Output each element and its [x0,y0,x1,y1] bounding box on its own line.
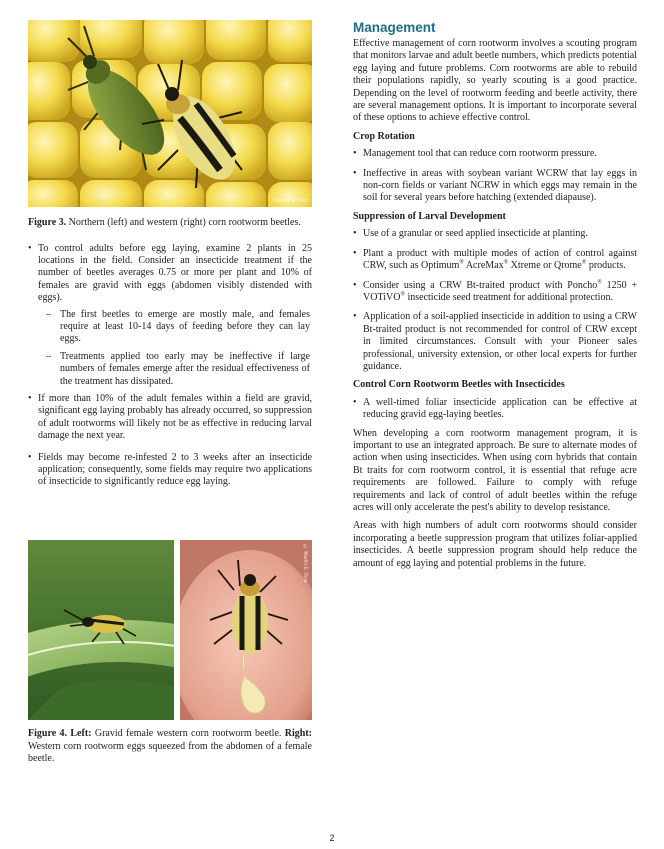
right-column [353,20,637,570]
list-item: – The first beetles to emerge are mostly male, and females require at least 10-14 days of feeding before they can lay eggs. [38,309,312,346]
sub-list [38,309,312,388]
figure-4-caption [28,728,312,766]
figure-3-photo [28,20,312,207]
figure-4-label-right: Right: [284,728,312,739]
registered-mark: ® [459,259,464,266]
crop-rotation-heading: Crop Rotation [353,130,415,142]
list-item: – Treatments applied too early may be ineffective if large numbers of females emerge after the residual effectiveness of the treatment has dissipated. [38,351,312,388]
list-item [28,243,312,388]
figure-3-label: Figure 3. [28,217,67,228]
list-item: • Ineffective in areas with soybean variant WCRW that lay eggs in non-corn fields or variant NCRW in which eggs may remain in the soil for several years before hatching (extended diapause). [353,168,637,205]
figure-4-photos [28,540,312,720]
figure-4-credit: © Marlin E. Rice [302,544,308,583]
list-item: • Management tool that can reduce corn rootworm pressure. [353,148,637,160]
beetle-eggs-on-finger-image [180,540,312,720]
management-heading: Management [353,20,436,35]
figure-3-credit: © Marlin E. Rice [271,198,308,204]
management-paragraph-2: When developing a corn rootworm management program, it is important to use an integrated approach. Be sure to alternate modes of action when using insecticides. When using corn hybrids that contain Bt traits for corn rootworm control, it is essential that refuge acre requirements are followed. Failure to comply with refuge requirements and lack of control of adult beetles within the refuge acres will only accelerate the pest's ability to develop resistance. [353,427,637,513]
figure-3-caption [28,217,312,230]
list-item: • Fields may become re-infested 2 to 3 weeks after an insecticide application; consequently, some fields may require two applications of insecticide to significantly reduce egg laying. [28,452,312,489]
text-fragment: AcreMax [463,260,504,272]
figure-4-right-photo [180,540,312,720]
text-fragment: Plant a product with multiple modes of action of control against CRW, such as Optimum [363,247,637,272]
figure-4-text-left: Gravid female western corn rootworm beetle. [91,728,285,739]
larval-suppression-list [353,228,637,373]
text-fragment: insecticide seed treatment for additional protection. [404,291,613,303]
figure-4-label-left: Figure 4. Left: [28,728,92,739]
adult-control-list [28,243,312,489]
beetle-control-heading: Control Corn Rootworm Beetles with Insecticides [353,379,565,391]
corn-beetles-image [28,20,312,207]
list-item: • A well-timed foliar insecticide application can be effective at reducing gravid egg-laying beetles. [353,397,637,422]
beetle-on-leaf-image [28,540,174,720]
text-fragment: 1250 + VOTiVO [363,279,637,303]
text-fragment: products. [586,260,626,272]
management-intro: Effective management of corn rootworm involves a scouting program that monitors larvae and adult beetle numbers, which predicts potential egg laying and future problems. Corn rootworms are able to rebuild their populations rapidly, so yearly scouting is a good practice. Depending on the level of rootworm feeding and beetle activity, there are several management options. It is important to incorporate several of these options to achieve effective control. [353,38,637,124]
figure-4-left-photo [28,540,174,720]
list-item: • Use of a granular or seed applied insecticide at planting. [353,228,637,240]
list-item [353,280,637,305]
list-item: • If more than 10% of the adult females within a field are gravid, significant egg laying probably has already occurred, so suppression of adult rootworms will likely not be as effective in reducing larval damage the next year. [28,393,312,443]
larval-suppression-heading: Suppression of Larval Development [353,210,506,222]
list-item [353,248,637,273]
left-column [28,20,312,764]
bullet-text: To control adults before egg laying, examine 2 plants in 25 locations in the field. Consider an insecticide treatment if the number of beetles averages 0.75 or more per plant and 10% of females are gravid with eggs (abdomen visibly distended with eggs). [38,242,312,304]
management-paragraph-3: Areas with high numbers of adult corn rootworms should consider incorporating a beetle suppression program that utilizes foliar-applied insecticides. A beetle suppression program should help reduce the amount of egg laying and potential problems in the future. [353,520,637,569]
figure-4-text-right: Western corn rootworm eggs squeezed from the abdomen of a female beetle. [28,740,312,764]
page-number: 2 [329,833,335,843]
beetle-control-list [353,397,637,422]
text-fragment: Consider using a CRW Bt-traited product with Poncho [363,279,598,291]
crop-rotation-list [353,148,637,205]
registered-mark: ® [581,259,587,266]
registered-mark: ® [597,279,602,286]
text-fragment: Xtreme or Qrome [508,260,582,272]
list-item: • Application of a soil-applied insecticide in addition to using a CRW Bt-traited product is not recommended for control of CRW except in limited circumstances. Consult with your Pioneer sales professional, university extension, or other local experts for further guidance. [353,311,637,373]
registered-mark: ® [400,291,405,298]
figure-3-text: Northern (left) and western (right) corn rootworm beetles. [66,217,301,228]
registered-mark: ® [503,259,509,266]
